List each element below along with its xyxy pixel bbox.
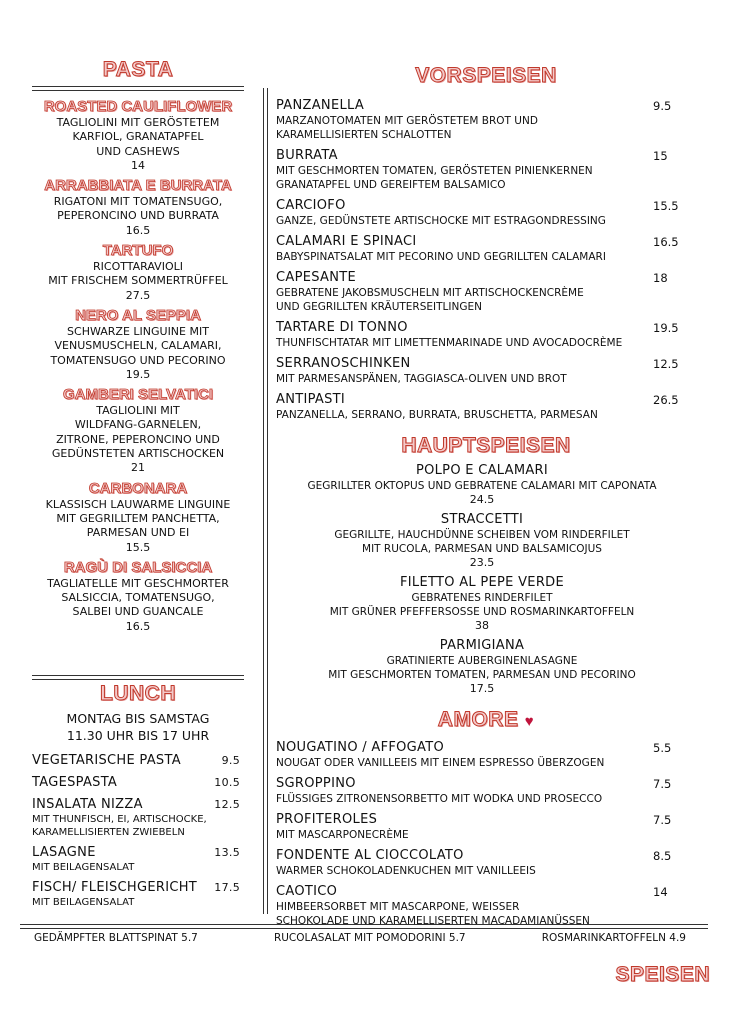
pasta-item-desc: SALBEI UND GUANCALE: [72, 605, 204, 619]
amore-list: [276, 740, 688, 934]
amore-item-name: SGROPPINO: [276, 776, 356, 791]
lunch-hours-time: 11.30 UHR BIS 17 UHR: [66, 728, 210, 743]
vorspeisen-item-name: CARCIOFO: [276, 198, 346, 213]
lunch-item-desc: MIT BEILAGENSALAT: [32, 862, 135, 873]
amore-item-price: 7.5: [653, 813, 672, 827]
hauptspeisen-item-name: FILETTO AL PEPE VERDE: [400, 575, 564, 590]
vorspeisen-list: [276, 98, 688, 428]
pasta-item-name: CARBONARA: [88, 479, 188, 497]
amore-item: [276, 884, 688, 928]
amore-item-desc: SCHOKOLADE UND KARAMELLISERTEN MACADAMIANÜSSEN: [276, 915, 590, 927]
lunch-item: [32, 775, 244, 791]
lunch-hours-days: MONTAG BIS SAMSTAG: [66, 711, 210, 726]
vorspeisen-item-desc: GANZE, GEDÜNSTETE ARTISCHOCKE MIT ESTRAGONDRESSING: [276, 215, 606, 227]
hauptspeisen-item: [276, 575, 688, 633]
amore-item-price: 5.5: [653, 741, 672, 755]
vorspeisen-item-price: 15.5: [653, 199, 679, 213]
vorspeisen-item-price: 9.5: [653, 99, 672, 113]
side-dish-spinat: GEDÄMPFTER BLATTSPINAT 5.7: [34, 932, 198, 944]
vorspeisen-item-name: CAPESANTE: [276, 270, 356, 285]
lunch-item-head: [32, 845, 244, 861]
lunch-item: [32, 753, 244, 769]
pasta-item-price: 27.5: [125, 288, 151, 302]
amore-item-price: 8.5: [653, 849, 672, 863]
amore-item: [276, 848, 688, 878]
pasta-item-name: ARRABBIATA E BURRATA: [44, 177, 232, 195]
lunch-list: [32, 753, 244, 915]
pasta-item: [32, 98, 244, 173]
hauptspeisen-item-name: POLPO E CALAMARI: [415, 463, 549, 478]
pasta-item-name: GAMBERI SELVATICI: [63, 386, 213, 404]
vorspeisen-item-price: 12.5: [653, 357, 679, 371]
vorspeisen-item: [276, 320, 688, 350]
lunch-item-price: 13.5: [214, 846, 240, 859]
pasta-item-name: RAGÙ DI SALSICCIA: [63, 558, 213, 576]
pasta-item-desc: SALSICCIA, TOMATENSUGO,: [61, 591, 215, 605]
pasta-item-price: 21: [131, 461, 145, 475]
pasta-item: [32, 242, 244, 303]
hauptspeisen-item-price: 24.5: [469, 493, 495, 506]
hauptspeisen-item-name: PARMIGIANA: [439, 638, 525, 653]
pasta-item-price: 16.5: [125, 223, 151, 237]
pasta-title: PASTA: [102, 58, 174, 81]
hauptspeisen-item-desc: GEGRILLTER OKTOPUS UND GEBRATENE CALAMARI MIT CAPONATA: [307, 480, 657, 492]
vorspeisen-item-price: 18: [653, 271, 668, 285]
hauptspeisen-item-desc: MIT GRÜNER PFEFFERSOSSE UND ROSMARINKARTOFFELN: [329, 606, 635, 618]
amore-item-desc: NOUGAT ODER VANILLEEIS MIT EINEM ESPRESSO ÜBERZOGEN: [276, 757, 605, 769]
vorspeisen-item: [276, 234, 688, 264]
lunch-title: LUNCH: [100, 682, 176, 705]
amore-item-name: FONDENTE AL CIOCCOLATO: [276, 848, 464, 863]
lunch-item-desc: KARAMELLISIERTEN ZWIEBELN: [32, 827, 185, 838]
heart-icon: ♥: [524, 713, 535, 730]
lunch-item-name: VEGETARISCHE PASTA: [32, 753, 181, 768]
pasta-item: [32, 307, 244, 382]
pasta-item-desc: GEDÜNSTETEN ARTISCHOCKEN: [51, 447, 225, 461]
vorspeisen-item: [276, 270, 688, 314]
pasta-item-desc: RICOTTARAVIOLI: [93, 260, 183, 274]
vorspeisen-item: [276, 392, 688, 422]
hauptspeisen-list: [276, 463, 688, 701]
vorspeisen-item-name: BURRATA: [276, 148, 338, 163]
vorspeisen-item: [276, 98, 688, 142]
pasta-item-desc: VENUSMUSCHELN, CALAMARI,: [54, 339, 222, 353]
hauptspeisen-item-desc: MIT RUCOLA, PARMESAN UND BALSAMICOJUS: [362, 543, 602, 555]
vorspeisen-item: [276, 356, 688, 386]
pasta-list: [32, 98, 244, 638]
pasta-divider-top: [32, 86, 244, 91]
pasta-item: [32, 480, 244, 555]
lunch-item-name: TAGESPASTA: [32, 775, 118, 790]
side-dish-rucola: RUCOLASALAT MIT POMODORINI 5.7: [273, 932, 466, 944]
lunch-item-head: [32, 753, 244, 769]
hauptspeisen-item-desc: GEGRILLTE, HAUCHDÜNNE SCHEIBEN VOM RINDERFILET: [334, 529, 630, 541]
lunch-item: [32, 880, 244, 909]
amore-item-desc: WARMER SCHOKOLADENKUCHEN MIT VANILLEEIS: [276, 865, 536, 877]
lunch-item-desc: MIT BEILAGENSALAT: [32, 897, 135, 908]
pasta-item-desc: SCHWARZE LINGUINE MIT: [67, 324, 209, 338]
vorspeisen-item: [276, 198, 688, 228]
vorspeisen-item-name: SERRANOSCHINKEN: [276, 356, 411, 371]
hauptspeisen-item: [276, 512, 688, 570]
pasta-item-price: 14: [131, 158, 145, 172]
vorspeisen-item-name: CALAMARI E SPINACI: [276, 234, 417, 249]
footer-speisen: SPEISEN: [615, 963, 710, 986]
lunch-item-desc: MIT THUNFISCH, EI, ARTISCHOCKE,: [32, 814, 207, 825]
lunch-item-price: 12.5: [214, 798, 240, 811]
pasta-item-desc: PARMESAN UND EI: [86, 526, 190, 540]
amore-item-price: 7.5: [653, 777, 672, 791]
vorspeisen-item-desc: PANZANELLA, SERRANO, BURRATA, BRUSCHETTA, PARMESAN: [276, 409, 598, 421]
pasta-item-desc: WILDFANG-GARNELEN,: [74, 418, 202, 432]
side-dish-kartoffeln: ROSMARINKARTOFFELN 4.9: [541, 932, 686, 944]
amore-item-name: CAOTICO: [276, 884, 338, 899]
lunch-item-price: 9.5: [221, 754, 240, 767]
hauptspeisen-item-name: STRACCETTI: [440, 512, 524, 527]
amore-item-desc: FLÜSSIGES ZITRONENSORBETTO MIT WODKA UND PROSECCO: [276, 793, 603, 805]
vorspeisen-item-desc: GEBRATENE JAKOBSMUSCHELN MIT ARTISCHOCKENCRÈME: [276, 287, 584, 299]
pasta-item-desc: TAGLIATELLE MIT GESCHMORTER: [47, 576, 229, 590]
bottom-divider: [20, 924, 708, 929]
amore-title-text: AMORE: [437, 708, 519, 731]
vorspeisen-item-desc: MIT GESCHMORTEN TOMATEN, GERÖSTETEN PINIENKERNEN: [276, 165, 593, 177]
pasta-item-desc: RIGATONI MIT TOMATENSUGO,: [53, 195, 223, 209]
pasta-item-desc: TAGLIOLINI MIT: [96, 404, 180, 418]
hauptspeisen-item-price: 23.5: [469, 556, 495, 569]
lunch-item-price: 10.5: [214, 776, 240, 789]
pasta-item-desc: PEPERONCINO UND BURRATA: [57, 209, 219, 223]
vorspeisen-item-desc: MIT PARMESANSPÄNEN, TAGGIASCA-OLIVEN UND BROT: [276, 373, 567, 385]
vorspeisen-item-name: ANTIPASTI: [276, 392, 346, 407]
pasta-item-desc: TAGLIOLINI MIT GERÖSTETEM: [56, 116, 220, 129]
hauptspeisen-item-desc: GEBRATENES RINDERFILET: [411, 592, 553, 604]
pasta-item-name: NERO AL SEPPIA: [75, 306, 201, 324]
pasta-item-desc: ZITRONE, PEPERONCINO UND: [56, 432, 220, 446]
hauptspeisen-item-desc: GRATINIERTE AUBERGINENLASAGNE: [386, 655, 578, 667]
hauptspeisen-item-desc: MIT GESCHMORTEN TOMATEN, PARMESAN UND PECORINO: [328, 669, 636, 681]
pasta-item-desc: MIT FRISCHEM SOMMERTRÜFFEL: [48, 274, 228, 288]
lunch-item-name: INSALATA NIZZA: [32, 797, 143, 812]
pasta-item-price: 16.5: [125, 619, 151, 633]
lunch-hours: [32, 710, 244, 744]
vorspeisen-item-price: 16.5: [653, 235, 679, 249]
amore-item-name: NOUGATINO / AFFOGATO: [276, 740, 445, 755]
vorspeisen-item-desc: GRANATAPFEL UND GEREIFTEM BALSAMICO: [276, 179, 506, 191]
pasta-item-desc: KARFIOL, GRANATAPFEL: [72, 130, 204, 144]
vorspeisen-item-price: 26.5: [653, 393, 679, 407]
pasta-item-desc: TOMATENSUGO UND PECORINO: [50, 353, 226, 367]
pasta-item-desc: MIT GEGRILLTEM PANCHETTA,: [56, 511, 220, 525]
pasta-item: [32, 386, 244, 475]
pasta-divider-bottom: [32, 675, 244, 680]
amore-item-desc: HIMBEERSORBET MIT MASCARPONE, WEISSER: [276, 901, 520, 913]
side-dishes: [34, 932, 686, 944]
hauptspeisen-item-price: 38: [475, 619, 489, 632]
lunch-item-head: [32, 797, 244, 813]
amore-item: [276, 812, 688, 842]
hauptspeisen-item: [276, 463, 688, 507]
hauptspeisen-item: [276, 638, 688, 696]
vorspeisen-item-price: 15: [653, 149, 668, 163]
pasta-item-price: 15.5: [125, 540, 151, 554]
hauptspeisen-title: HAUPTSPEISEN: [401, 434, 571, 457]
pasta-item-desc: KLASSISCH LAUWARME LINGUINE: [45, 497, 231, 511]
pasta-item: [32, 559, 244, 634]
vorspeisen-item-desc: UND GEGRILLTEN KRÄUTERSEITLINGEN: [276, 301, 482, 313]
lunch-item-price: 17.5: [214, 881, 240, 894]
pasta-item-desc: UND CASHEWS: [96, 144, 180, 158]
pasta-item-name: ROASTED CAULIFLOWER: [43, 98, 233, 115]
column-divider: [263, 88, 268, 914]
amore-item-price: 14: [653, 885, 668, 899]
vorspeisen-item-price: 19.5: [653, 321, 679, 335]
pasta-item-name: TARTUFO: [102, 242, 174, 260]
vorspeisen-title: VORSPEISEN: [415, 64, 557, 87]
amore-item-desc: MIT MASCARPONECRÈME: [276, 829, 409, 841]
lunch-item-head: [32, 775, 244, 791]
pasta-item-price: 19.5: [125, 367, 151, 381]
lunch-item: [32, 845, 244, 874]
vorspeisen-item-desc: BABYSPINATSALAT MIT PECORINO UND GEGRILLTEN CALAMARI: [276, 251, 606, 263]
vorspeisen-item-desc: THUNFISCHTATAR MIT LIMETTENMARINADE UND AVOCADOCRÈME: [276, 337, 623, 349]
vorspeisen-item: [276, 148, 688, 192]
lunch-item-name: LASAGNE: [32, 845, 96, 860]
lunch-item: [32, 797, 244, 839]
pasta-item: [32, 177, 244, 238]
amore-title: [276, 708, 696, 732]
amore-item-name: PROFITEROLES: [276, 812, 378, 827]
lunch-item-name: FISCH/ FLEISCHGERICHT: [32, 880, 198, 895]
vorspeisen-item-desc: MARZANOTOMATEN MIT GERÖSTETEM BROT UND: [276, 115, 538, 127]
lunch-item-head: [32, 880, 244, 896]
amore-item: [276, 740, 688, 770]
vorspeisen-item-name: TARTARE DI TONNO: [276, 320, 408, 335]
amore-item: [276, 776, 688, 806]
vorspeisen-item-name: PANZANELLA: [276, 98, 365, 113]
vorspeisen-item-desc: KARAMELLISIERTEN SCHALOTTEN: [276, 129, 452, 141]
hauptspeisen-item-price: 17.5: [469, 682, 495, 695]
